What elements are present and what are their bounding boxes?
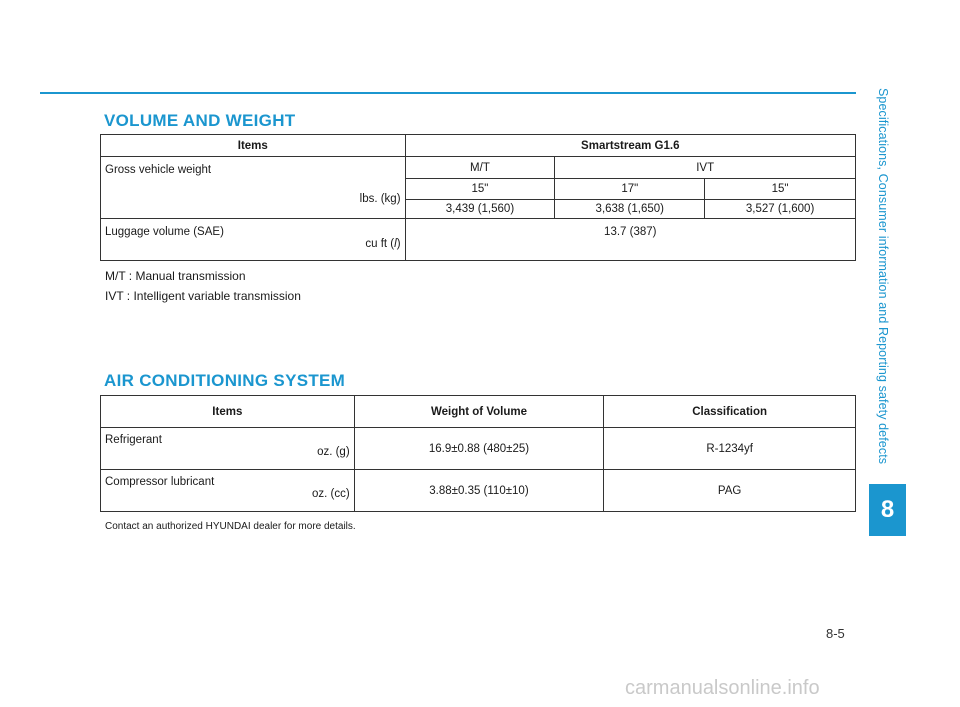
watermark: carmanualsonline.info bbox=[625, 677, 820, 699]
items-header: Items bbox=[101, 135, 406, 157]
note-ivt: IVT : Intelligent variable transmission bbox=[105, 289, 301, 303]
gross-weight-ivt-15: 3,527 (1,600) bbox=[705, 200, 856, 219]
luggage-cell bbox=[101, 219, 406, 261]
chapter-number-tab: 8 bbox=[869, 484, 906, 536]
lubricant-class: PAG bbox=[604, 470, 856, 512]
gross-weight-ivt-17: 3,638 (1,650) bbox=[555, 200, 705, 219]
refrigerant-unit: oz. (g) bbox=[317, 446, 350, 458]
tire-size-mt: 15" bbox=[405, 179, 555, 200]
lubricant-label: Compressor lubricant bbox=[105, 476, 215, 488]
trans-mt: M/T bbox=[405, 157, 555, 179]
trans-ivt: IVT bbox=[555, 157, 856, 179]
lubricant-cell bbox=[101, 470, 355, 512]
page-number: 8-5 bbox=[826, 626, 845, 641]
luggage-unit: cu ft (l) bbox=[365, 238, 401, 250]
air-conditioning-heading: AIR CONDITIONING SYSTEM bbox=[104, 371, 346, 390]
dealer-note: Contact an authorized HYUNDAI dealer for more details. bbox=[105, 521, 356, 532]
chapter-side-title: Specifications, Consumer information and Reporting safety defects bbox=[876, 88, 890, 465]
engine-header: Smartstream G1.6 bbox=[405, 135, 855, 157]
gross-weight-cell bbox=[101, 157, 406, 219]
luggage-value: 13.7 (387) bbox=[405, 219, 855, 261]
transmission-row bbox=[101, 157, 856, 179]
gross-weight-mt: 3,439 (1,560) bbox=[405, 200, 555, 219]
luggage-row bbox=[101, 219, 856, 261]
tire-size-ivt-15: 15" bbox=[705, 179, 856, 200]
classification-header: Classification bbox=[604, 396, 856, 428]
refrigerant-weight: 16.9±0.88 (480±25) bbox=[354, 428, 604, 470]
note-mt: M/T : Manual transmission bbox=[105, 269, 246, 283]
volume-weight-table bbox=[100, 134, 856, 261]
top-rule bbox=[40, 92, 856, 94]
table-row bbox=[101, 470, 856, 512]
lubricant-weight: 3.88±0.35 (110±10) bbox=[354, 470, 604, 512]
table-header-row bbox=[101, 135, 856, 157]
luggage-label: Luggage volume (SAE) bbox=[105, 226, 224, 238]
refrigerant-class: R-1234yf bbox=[604, 428, 856, 470]
gross-weight-unit: lbs. (kg) bbox=[359, 193, 401, 205]
gross-weight-label: Gross vehicle weight bbox=[105, 164, 212, 176]
weight-header: Weight of Volume bbox=[354, 396, 604, 428]
refrigerant-label: Refrigerant bbox=[105, 434, 162, 446]
table-header-row bbox=[101, 396, 856, 428]
air-conditioning-table bbox=[100, 395, 856, 512]
lubricant-unit: oz. (cc) bbox=[311, 488, 350, 500]
volume-weight-heading: VOLUME AND WEIGHT bbox=[104, 111, 296, 130]
tire-size-ivt-17: 17" bbox=[555, 179, 705, 200]
table-row bbox=[101, 428, 856, 470]
items-header: Items bbox=[101, 396, 355, 428]
refrigerant-cell bbox=[101, 428, 355, 470]
